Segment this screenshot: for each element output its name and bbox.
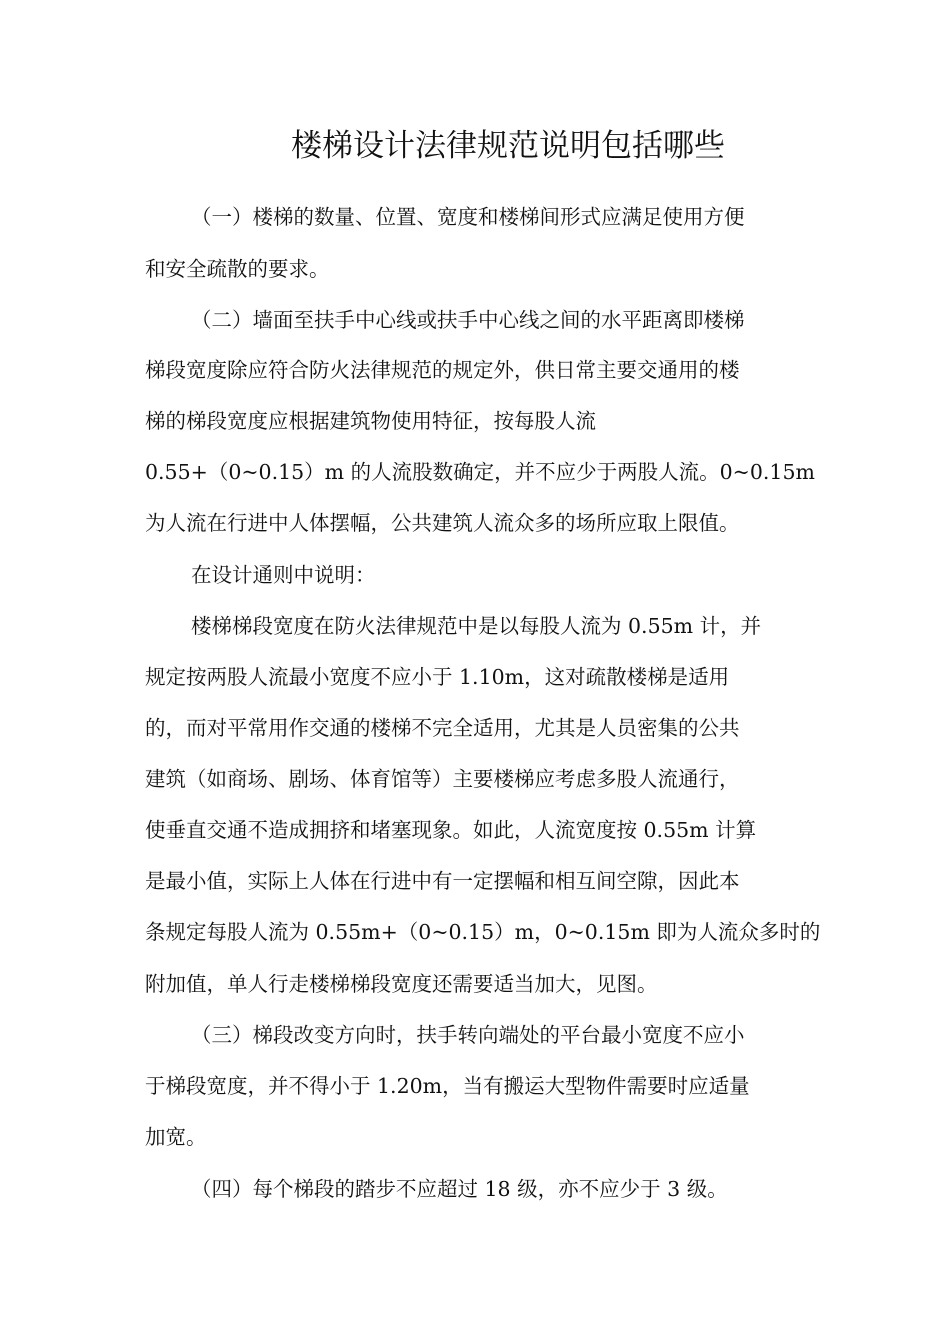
- paragraph-2-line-3: 梯的梯段宽度应根据建筑物使用特征，按每股人流: [145, 409, 596, 433]
- paragraph-1-line-1: （一）楼梯的数量、位置、宽度和楼梯间形式应满足使用方便: [191, 205, 745, 229]
- paragraph-1-line-2: 和安全疏散的要求。: [145, 257, 330, 281]
- paragraph-2-line-5: 为人流在行进中人体摆幅，公共建筑人流众多的场所应取上限值。: [145, 511, 740, 535]
- paragraph-4-line-5: 使垂直交通不造成拥挤和堵塞现象。如此，人流宽度按 0.55m 计算: [145, 818, 757, 842]
- paragraph-5-line-1: （三）梯段改变方向时，扶手转向端处的平台最小宽度不应小: [191, 1023, 745, 1047]
- paragraph-4-line-4: 建筑（如商场、剧场、体育馆等）主要楼梯应考虑多股人流通行，: [145, 767, 740, 791]
- paragraph-4-line-1: 楼梯梯段宽度在防火法律规范中是以每股人流为 0.55m 计，并: [191, 614, 762, 638]
- paragraph-5-line-2: 于梯段宽度，并不得小于 1.20m，当有搬运大型物件需要时应适量: [145, 1074, 750, 1098]
- paragraph-4-line-2: 规定按两股人流最小宽度不应小于 1.10m，这对疏散楼梯是适用: [145, 665, 730, 689]
- paragraph-4-line-6: 是最小值，实际上人体在行进中有一定摆幅和相互间空隙，因此本: [145, 869, 740, 893]
- paragraph-3-line-1: 在设计通则中说明：: [191, 563, 376, 587]
- paragraph-2-line-2: 梯段宽度除应符合防火法律规范的规定外，供日常主要交通用的楼: [145, 358, 740, 382]
- paragraph-4-line-8: 附加值，单人行走楼梯梯段宽度还需要适当加大，见图。: [145, 972, 658, 996]
- paragraph-2-line-1: （二）墙面至扶手中心线或扶手中心线之间的水平距离即楼梯: [191, 308, 745, 332]
- paragraph-4-line-7: 条规定每股人流为 0.55m+（0~0.15）m，0~0.15m 即为人流众多时的: [145, 920, 821, 944]
- paragraph-4-line-3: 的，而对平常用作交通的楼梯不完全适用，尤其是人员密集的公共: [145, 716, 740, 740]
- paragraph-5-line-3: 加宽。: [145, 1125, 207, 1149]
- document-title: 楼梯设计法律规范说明包括哪些: [291, 128, 725, 164]
- paragraph-6-line-1: （四）每个梯段的踏步不应超过 18 级，亦不应少于 3 级。: [191, 1177, 728, 1201]
- paragraph-2-line-4: 0.55+（0~0.15）m 的人流股数确定，并不应少于两股人流。0~0.15m: [145, 460, 815, 484]
